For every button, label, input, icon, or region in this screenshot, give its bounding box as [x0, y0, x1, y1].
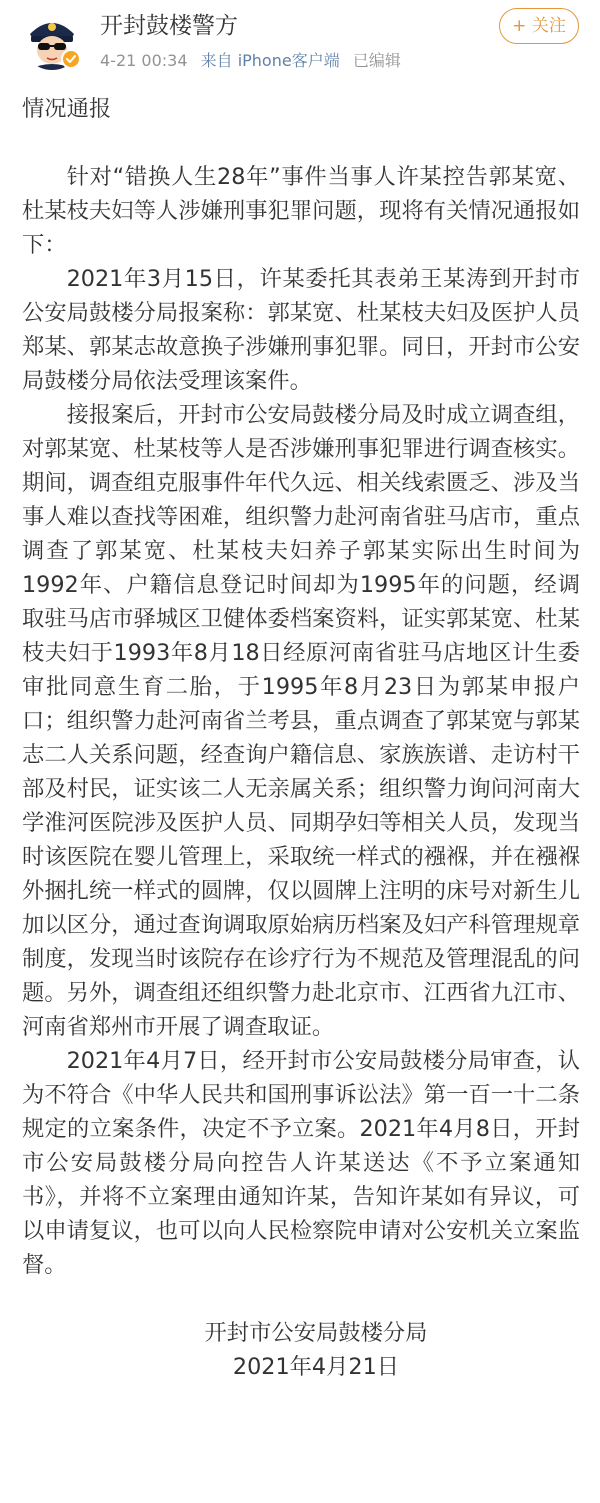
notice-paragraph: 接报案后，开封市公安局鼓楼分局及时成立调查组，对郭某宽、杜某枝等人是否涉嫌刑事犯罪进行调查核实。期间，调查组克服事件年代久远、相关线索匮乏、涉及当事人难以查找等困难，组织警力赴河南省驻马店市，重点调查了郭某宽、杜某枝夫妇养子郭某实际出生时间为1992年、户籍信息登记时间却为1995年的问题，经调取驻马店市驿城区卫健体委档案资料，证实郭某宽、杜某枝夫妇于1993年8月18日经原河南省驻马店地区计生委审批同意生育二胎，于1995年8月23日为郭某申报户口；组织警力赴河南省兰考县，重点调查了郭某宽与郭某志二人关系问题，经查询户籍信息、家族族谱、走访村干部及村民，证实该二人无亲属关系；组织警力询问河南大学淮河医院涉及医护人员、同期孕妇等相关人员，发现当时该医院在婴儿管理上，采取统一样式的襁褓，并在襁褓外捆扎统一样式的圆牌，仅以圆牌上注明的床号对新生儿加以区分，通过查询调取原始病历档案及妇产科管理规章制度，发现当时该院存在诊疗行为不规范及管理混乱的问题。另外，调查组还组织警力赴北京市、江西省九江市、河南省郑州市开展了调查取证。 — [22, 402, 580, 1040]
account-name[interactable]: 开封鼓楼警方 — [100, 13, 238, 39]
post-header — [0, 0, 600, 80]
notice-signature — [22, 1316, 580, 1384]
notice-paragraph: 2021年4月7日，经开封市公安局鼓楼分局审查，认为不符合《中华人民共和国刑事诉讼法》第一百一十二条规定的立案条件，决定不予立案。2021年4月8日，开封市公安局鼓楼分局向控告人许某送达《不予立案通知书》，并将不立案理由通知许某，告知许某如有异议，可以申请复议，也可以向人民检察院申请对公安机关立案监督。 — [22, 1048, 580, 1278]
edited-label: 已编辑 — [352, 51, 401, 70]
signature-organization: 开封市公安局鼓楼分局 — [204, 1320, 428, 1346]
signature-date: 2021年4月21日 — [232, 1354, 400, 1380]
post-timestamp: 4-21 00:34 — [100, 51, 188, 70]
post-meta — [100, 50, 409, 72]
notice-paragraph: 针对“错换人生28年”事件当事人许某控告郭某宽、杜某枝夫妇等人涉嫌刑事犯罪问题，现将有关情况通报如下： — [22, 164, 580, 258]
follow-button[interactable]: + 关注 — [499, 8, 579, 44]
notice-body — [22, 92, 580, 1384]
verified-badge-icon — [61, 49, 81, 69]
notice-title: 情况通报 — [22, 96, 112, 122]
post-source[interactable]: 来自 iPhone客户端 — [200, 51, 340, 70]
notice-paragraph: 2021年3月15日，许某委托其表弟王某涛到开封市公安局鼓楼分局报案称：郭某宽、杜某枝夫妇及医护人员郑某、郭某志故意换子涉嫌刑事犯罪。同日，开封市公安局鼓楼分局依法受理该案件。 — [22, 266, 580, 394]
